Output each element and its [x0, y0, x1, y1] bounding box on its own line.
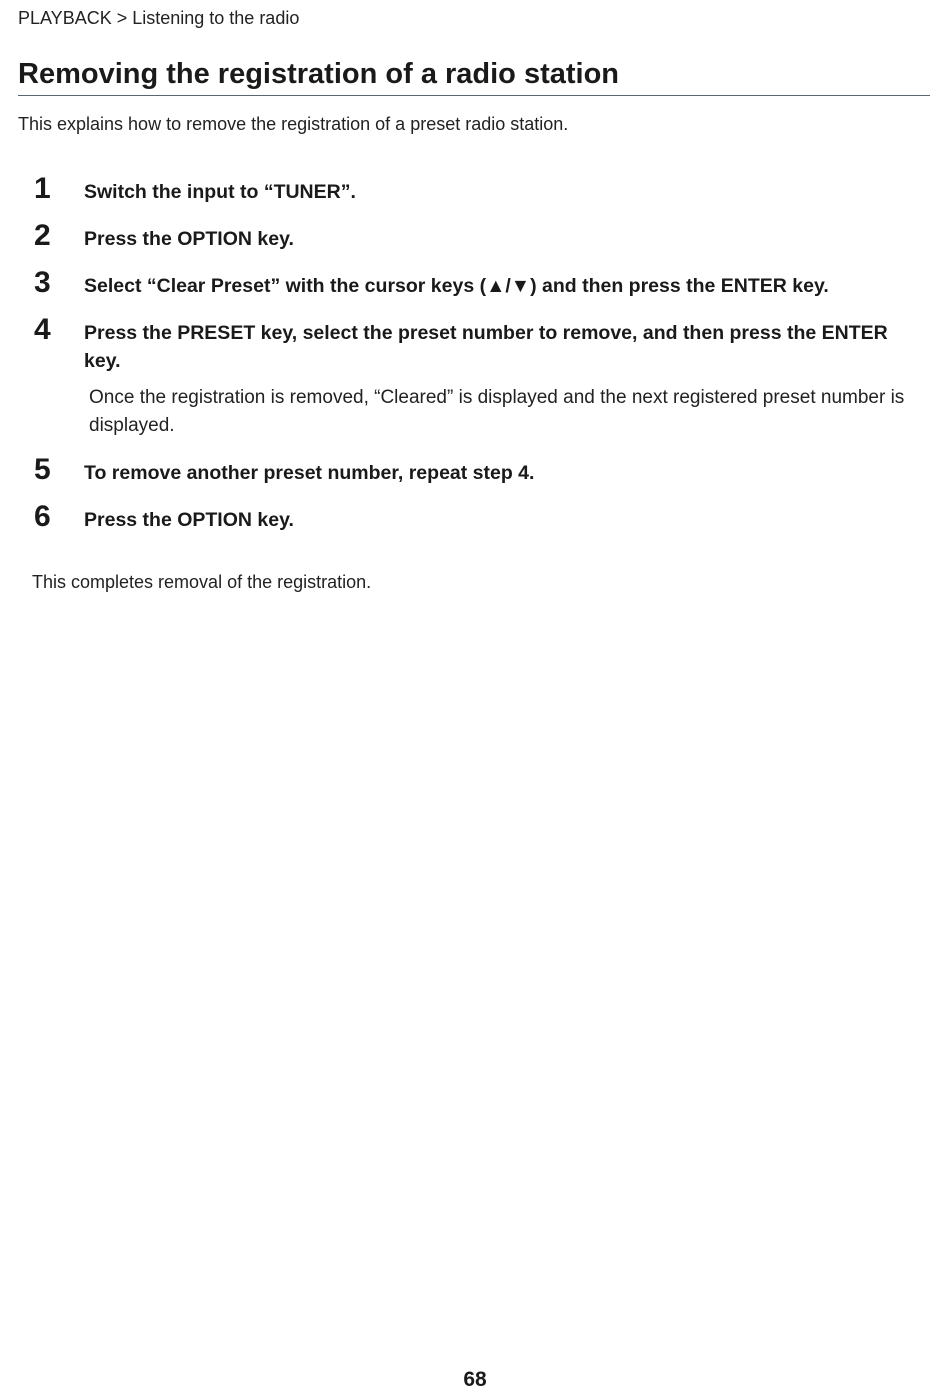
step-6: [32, 500, 912, 534]
step-number: 4: [34, 313, 51, 346]
step-text: Press the OPTION key.: [84, 228, 294, 250]
page-number: 68: [463, 1368, 487, 1391]
step-number: 1: [34, 172, 51, 205]
page-title: Removing the registration of a radio station: [18, 58, 930, 96]
step-text: To remove another preset number, repeat step 4.: [84, 462, 535, 484]
step-number: 5: [34, 453, 51, 486]
step-text: Select “Clear Preset” with the cursor keys (▲/▼) and then press the ENTER key.: [84, 275, 829, 297]
step-number: 6: [34, 500, 51, 533]
step-4: [32, 313, 912, 440]
breadcrumb: PLAYBACK > Listening to the radio: [18, 8, 300, 28]
step-2: [32, 219, 912, 253]
step-number: 2: [34, 219, 51, 252]
step-note: Once the registration is removed, “Cleared” is displayed and the next registered preset number is displayed.: [89, 387, 905, 436]
steps-list: [32, 172, 912, 553]
step-text: Press the OPTION key.: [84, 509, 294, 531]
step-text: Press the PRESET key, select the preset number to remove, and then press the ENTER key.: [84, 322, 888, 372]
step-5: [32, 453, 912, 487]
step-number: 3: [34, 266, 51, 299]
step-text: Switch the input to “TUNER”.: [84, 181, 356, 203]
step-3: [32, 266, 912, 300]
step-1: [32, 172, 912, 206]
intro-text: This explains how to remove the registration of a preset radio station.: [18, 114, 569, 134]
completion-text: This completes removal of the registration.: [32, 572, 372, 592]
